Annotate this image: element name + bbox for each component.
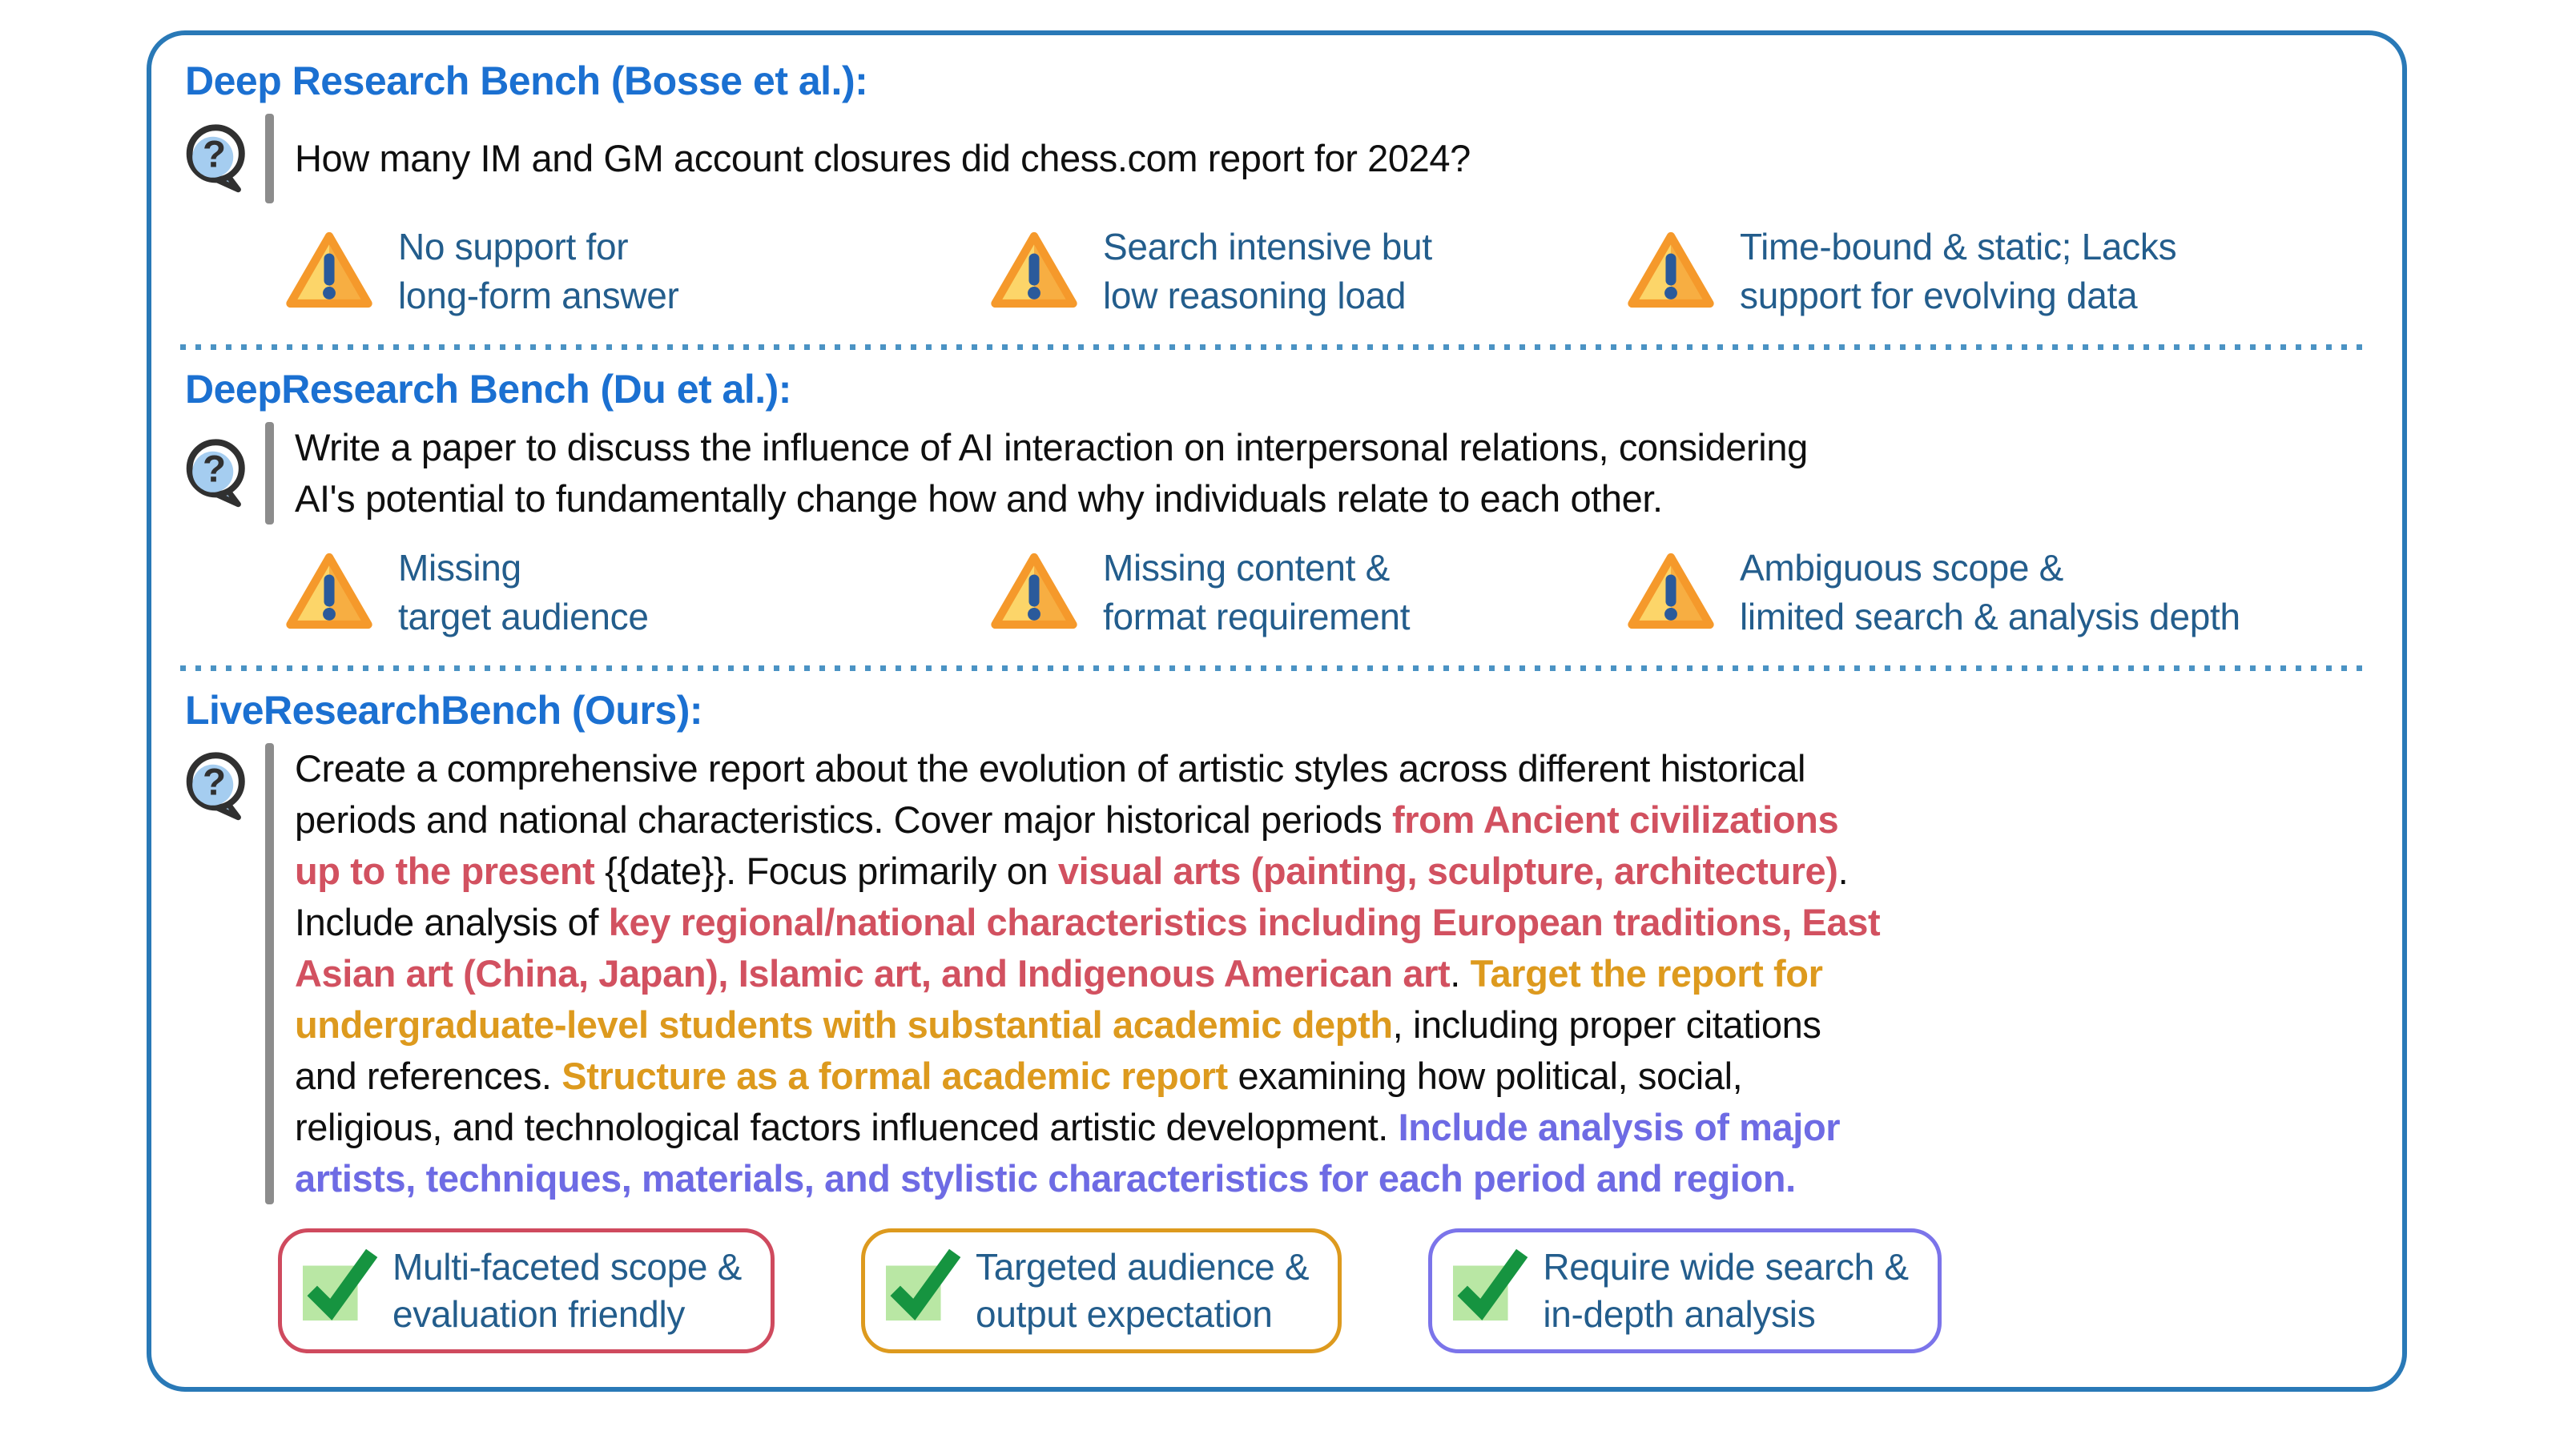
prompt-segment-highlight-orange: undergraduate-level students with substantial academic depth (295, 1003, 1393, 1046)
question-bubble-icon (180, 436, 254, 510)
quote-bar (265, 422, 274, 525)
prompt-text (295, 742, 1880, 1206)
prompt-row (180, 742, 2386, 1206)
prompt-segment: periods and national characteristics. Cover major historical periods (295, 798, 1392, 841)
prompt-text (295, 131, 1471, 186)
benchmark-comparison-figure (147, 30, 2407, 1392)
prompt-segment-highlight-red: Asian art (China, Japan), Islamic art, and Indigenous American art (295, 952, 1451, 995)
question-bubble-icon (180, 750, 254, 1206)
issues-row (284, 544, 2386, 641)
strength-box (1428, 1228, 1942, 1353)
prompt-segment: , including proper citations (1392, 1003, 1821, 1046)
prompt-segment: Write a paper to discuss the influence of AI interaction on interpersonal relations, considering (295, 426, 1808, 468)
issue-text: Ambiguous scope & limited search & analysis depth (1740, 547, 2240, 637)
prompt-row (180, 112, 2386, 205)
warning-triangle-icon (989, 549, 1079, 637)
prompt-row (180, 420, 2386, 526)
green-checkmark-icon (1451, 1248, 1530, 1328)
prompt-segment-highlight-purple: artists, techniques, materials, and stylistic characteristics for each period and region. (295, 1157, 1796, 1200)
issue-text: Search intensive but low reasoning load (1103, 226, 1432, 316)
svg-text:?: ? (202, 761, 226, 804)
prompt-segment-highlight-red: key regional/national characteristics including European traditions, East (608, 901, 1881, 943)
prompt-segment-highlight-orange: Target the report for (1470, 952, 1823, 995)
prompt-segment: Include analysis of (295, 901, 609, 943)
issues-row (284, 223, 2386, 320)
issue-item (989, 223, 1626, 320)
strength-text: Require wide search & in-depth analysis (1543, 1246, 1909, 1335)
prompt-segment-highlight-red: visual arts (painting, sculpture, architecture) (1057, 850, 1838, 892)
prompt-segment: religious, and technological factors influenced artistic development. (295, 1106, 1399, 1148)
question-bubble-icon (180, 122, 254, 195)
issue-text: Missing content & format requirement (1103, 547, 1411, 637)
warning-triangle-icon (284, 549, 374, 637)
prompt-segment-highlight-purple: Include analysis of major (1398, 1106, 1841, 1148)
issue-text: Time-bound & static; Lacks support for evolving data (1740, 226, 2177, 316)
dotted-separator (180, 344, 2367, 350)
prompt-segment: and references. (295, 1055, 562, 1097)
issue-text: Missing target audience (398, 547, 649, 637)
strengths-row (278, 1228, 2386, 1353)
quote-bar (265, 743, 274, 1204)
prompt-segment: examining how political, social, (1227, 1055, 1743, 1097)
strength-text: Multi-faceted scope & evaluation friendly (392, 1246, 743, 1335)
prompt-segment: . (1837, 850, 1849, 892)
issue-item (989, 544, 1626, 641)
section-liveresearchbench (180, 687, 2386, 1353)
section-title: LiveResearchBench (Ours): (185, 688, 703, 733)
prompt-segment: AI's potential to fundamentally change how and why individuals relate to each other. (295, 477, 1663, 520)
prompt-segment: How many IM and GM account closures did chess.com report for 2024? (295, 137, 1471, 179)
green-checkmark-icon (301, 1248, 380, 1328)
warning-triangle-icon (1626, 228, 1716, 316)
section-title: DeepResearch Bench (Du et al.): (185, 367, 791, 412)
svg-text:?: ? (202, 448, 226, 491)
svg-text:?: ? (202, 133, 226, 176)
strength-box (861, 1228, 1342, 1353)
issue-item (1626, 223, 2386, 320)
prompt-text (295, 420, 1808, 526)
warning-triangle-icon (1626, 549, 1716, 637)
strength-text: Targeted audience & output expectation (976, 1246, 1310, 1335)
dotted-separator (180, 665, 2367, 671)
warning-triangle-icon (989, 228, 1079, 316)
prompt-segment: Create a comprehensive report about the evolution of artistic styles across different historical (295, 747, 1806, 790)
prompt-segment-highlight-orange: Structure as a formal academic report (561, 1055, 1228, 1097)
warning-triangle-icon (284, 228, 374, 316)
green-checkmark-icon (884, 1248, 963, 1328)
issue-item (284, 544, 989, 641)
section-title: Deep Research Bench (Bosse et al.): (185, 58, 868, 103)
quote-bar (265, 114, 274, 203)
issue-item (1626, 544, 2386, 641)
section-deep-research-bench (180, 58, 2386, 320)
prompt-segment: {{date}}. Focus primarily on (594, 850, 1058, 892)
issue-text: No support for long-form answer (398, 226, 679, 316)
issue-item (284, 223, 989, 320)
prompt-segment-highlight-red: from Ancient civilizations (1392, 798, 1839, 841)
strength-box (278, 1228, 775, 1353)
prompt-segment: . (1450, 952, 1471, 995)
section-deepresearch-bench (180, 366, 2386, 641)
prompt-segment-highlight-red: up to the present (295, 850, 595, 892)
